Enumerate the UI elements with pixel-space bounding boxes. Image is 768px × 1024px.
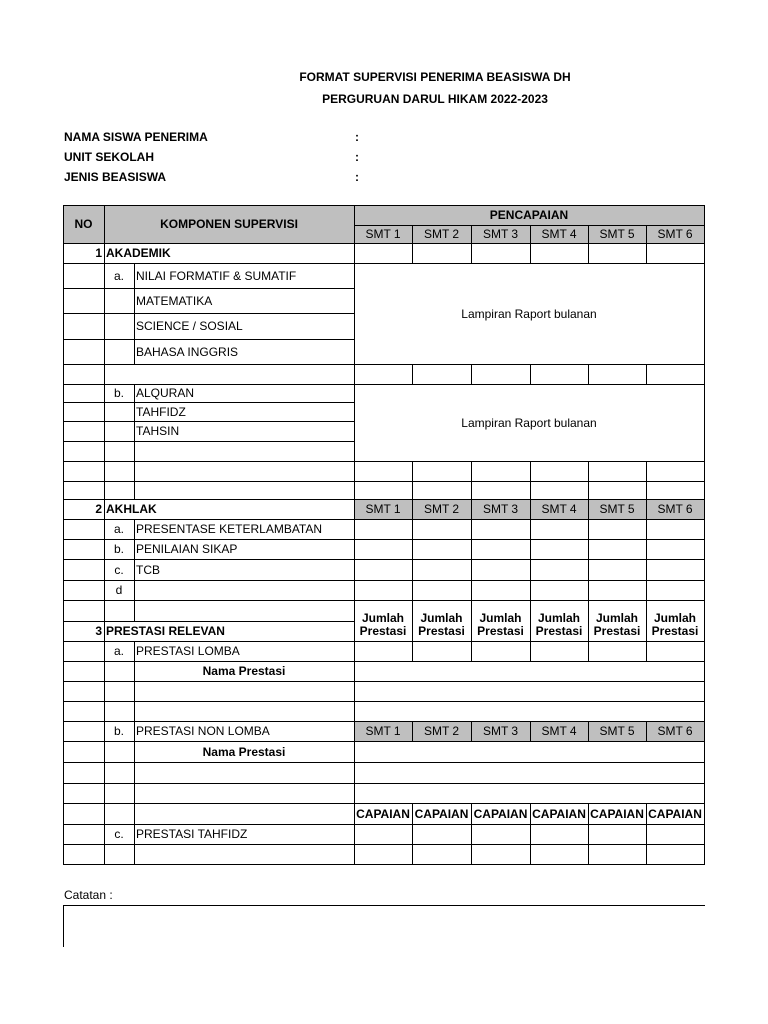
akademik-b-letter-cell[interactable] — [104, 441, 135, 462]
akhlak-item-smt-1-cell[interactable] — [354, 539, 413, 560]
akhlak-smt-5-label: SMT 5 — [599, 502, 635, 516]
akhlak-item-smt-5-cell[interactable] — [588, 539, 647, 560]
empty-smt-4-cell[interactable] — [530, 481, 589, 500]
akhlak-item-smt-5-cell[interactable] — [588, 580, 647, 601]
akhlak-item-smt-2-cell[interactable] — [412, 559, 472, 581]
notes-label: Catatan : — [64, 888, 113, 902]
spacer-smt-1-cell[interactable] — [354, 364, 413, 385]
prestasi-b-smt-6-label: SMT 6 — [657, 724, 693, 738]
empty-smt-6-cell[interactable] — [646, 481, 705, 500]
prestasi-b-smt-3-label: SMT 3 — [482, 724, 519, 738]
prestasi-b-label: PRESTASI NON LOMBA — [136, 724, 270, 738]
empty-letter-cell[interactable] — [104, 600, 135, 622]
akhlak-item-letter: d — [115, 583, 123, 597]
final-smt-4-cell[interactable] — [530, 844, 589, 865]
nama-prestasi-no-cell[interactable] — [63, 741, 105, 763]
nama-prestasi-pencapaian-cell[interactable] — [354, 783, 705, 804]
empty-smt-3-cell[interactable] — [471, 481, 531, 500]
nama-prestasi-pencapaian-cell[interactable] — [354, 741, 705, 763]
nama-prestasi-no-cell[interactable] — [63, 762, 105, 784]
notes-left-border — [63, 905, 64, 947]
prestasi-b-smt-1-label: SMT 1 — [365, 724, 401, 738]
akademik-b-no-cell[interactable] — [63, 441, 105, 462]
akademik-b-letter: b. — [113, 386, 124, 400]
akhlak-item-label: PRESENTASE KETERLAMBATAN — [136, 522, 323, 536]
akhlak-item-smt-4-cell[interactable] — [530, 559, 589, 581]
akhlak-smt-2-label: SMT 2 — [423, 502, 460, 516]
akademik-a-no-cell[interactable] — [63, 263, 105, 289]
empty-no-cell[interactable] — [63, 481, 105, 500]
akhlak-smt-4-label: SMT 4 — [541, 502, 577, 516]
akademik-smt-3-cell[interactable] — [471, 243, 531, 264]
akhlak-item-smt-6-cell[interactable] — [646, 559, 705, 581]
jumlah-prestasi-label: Prestasi — [477, 624, 524, 638]
prestasi-a-label: PRESTASI LOMBA — [136, 644, 240, 658]
akhlak-item-smt-6-cell[interactable] — [646, 539, 705, 560]
empty-smt-1-cell[interactable] — [354, 481, 413, 500]
akhlak-item-label: TCB — [136, 562, 160, 577]
nama-prestasi-letter-cell[interactable] — [104, 783, 135, 804]
akademik-b-no-cell[interactable] — [63, 384, 105, 403]
empty-smt-5-cell[interactable] — [588, 481, 647, 500]
prestasi-c-smt-1-cell[interactable] — [354, 824, 413, 845]
akademik-b-no-cell[interactable] — [63, 402, 105, 422]
nama-prestasi-letter-cell[interactable] — [104, 661, 135, 682]
akademik-no: 1 — [95, 246, 102, 260]
akhlak-item-smt-1-cell[interactable] — [354, 580, 413, 601]
prestasi-a-smt-4-cell[interactable] — [530, 641, 589, 662]
jumlah-prestasi-label: Jumlah — [420, 610, 463, 625]
akhlak-item-smt-4-cell[interactable] — [530, 539, 589, 560]
capaian-letter-cell[interactable] — [104, 803, 135, 825]
nama-prestasi-label: Nama Prestasi — [202, 664, 286, 678]
empty-smt-6-cell[interactable] — [646, 461, 705, 482]
info-label-nama-siswa: NAMA SISWA PENERIMA — [64, 130, 208, 144]
nama-prestasi-letter-cell[interactable] — [104, 681, 135, 702]
header-smt-3: SMT 3 — [482, 227, 519, 241]
akademik-a-letter-cell[interactable] — [104, 313, 135, 340]
akhlak-item-letter: c. — [114, 562, 124, 577]
akademik-a-no-cell[interactable] — [63, 339, 105, 365]
empty-smt-2-cell[interactable] — [412, 481, 472, 500]
prestasi-b-no-cell[interactable] — [63, 721, 105, 742]
header-pencapaian: PENCAPAIAN — [489, 208, 569, 222]
akhlak-item-smt-5-cell[interactable] — [588, 519, 647, 540]
akademik-a-item: SCIENCE / SOSIAL — [136, 319, 243, 333]
empty-item-cell[interactable] — [134, 481, 355, 500]
prestasi-a-letter: a. — [113, 644, 124, 658]
prestasi-a-smt-5-cell[interactable] — [588, 641, 647, 662]
capaian-no-cell[interactable] — [63, 803, 105, 825]
final-smt-6-cell[interactable] — [646, 844, 705, 865]
final-letter-cell[interactable] — [104, 844, 135, 865]
akhlak-item-label-cell[interactable] — [134, 580, 355, 601]
final-item-cell[interactable] — [134, 844, 355, 865]
info-label-unit-sekolah: UNIT SEKOLAH — [64, 150, 154, 164]
nama-prestasi-label: Nama Prestasi — [202, 744, 286, 759]
prestasi-b-smt-2-label: SMT 2 — [423, 724, 460, 738]
prestasi-a-smt-2-cell[interactable] — [412, 641, 472, 662]
akademik-smt-2-cell[interactable] — [412, 243, 472, 264]
empty-smt-2-cell[interactable] — [412, 461, 472, 482]
spacer-smt-6-cell[interactable] — [646, 364, 705, 385]
spacer-smt-2-cell[interactable] — [412, 364, 472, 385]
final-smt-1-cell[interactable] — [354, 844, 413, 865]
akademik-a-no-cell[interactable] — [63, 288, 105, 314]
prestasi-c-smt-3-cell[interactable] — [471, 824, 531, 845]
akademik-a-letter-cell[interactable] — [104, 339, 135, 365]
spacer-no-cell[interactable] — [63, 364, 105, 385]
nama-prestasi-letter-cell[interactable] — [104, 762, 135, 784]
akhlak-item-smt-6-cell[interactable] — [646, 580, 705, 601]
header-smt-6: SMT 6 — [657, 227, 693, 241]
capaian-label: CAPAIAN — [414, 806, 469, 821]
akademik-title: AKADEMIK — [106, 246, 171, 260]
nama-prestasi-no-cell[interactable] — [63, 681, 105, 702]
akhlak-smt-6-label: SMT 6 — [657, 502, 693, 516]
header-no: NO — [74, 217, 93, 231]
akademik-a-letter: a. — [113, 268, 124, 283]
akademik-b-no-cell[interactable] — [63, 421, 105, 442]
jumlah-prestasi-label: Jumlah — [595, 610, 638, 625]
akademik-smt-6-cell[interactable] — [646, 243, 705, 264]
header-smt-4: SMT 4 — [541, 227, 577, 241]
info-colon-jenis-beasiswa: : — [355, 170, 359, 184]
final-smt-3-cell[interactable] — [471, 844, 531, 865]
prestasi-c-letter: c. — [114, 827, 124, 841]
nama-prestasi-pencapaian-cell[interactable] — [354, 681, 705, 702]
akademik-a-letter-cell[interactable] — [104, 288, 135, 314]
header-smt-1: SMT 1 — [365, 227, 401, 241]
akademik-smt-5-cell[interactable] — [588, 243, 647, 264]
prestasi-a-smt-6-cell[interactable] — [646, 641, 705, 662]
prestasi-c-smt-2-cell[interactable] — [412, 824, 472, 845]
jumlah-prestasi-label: Jumlah — [361, 610, 404, 625]
jumlah-prestasi-label: Jumlah — [479, 610, 522, 625]
prestasi-c-label: PRESTASI TAHFIDZ — [136, 827, 248, 841]
final-no-cell[interactable] — [63, 844, 105, 865]
akademik-b-item: TAHFIDZ — [136, 404, 186, 419]
notes-top-border — [63, 905, 705, 906]
akhlak-item-no-cell[interactable] — [63, 559, 105, 581]
empty-item-cell[interactable] — [134, 461, 355, 482]
prestasi-a-no-cell[interactable] — [63, 641, 105, 662]
final-smt-2-cell[interactable] — [412, 844, 472, 865]
prestasi-b-smt-5-label: SMT 5 — [599, 724, 635, 738]
form-title-line1: FORMAT SUPERVISI PENERIMA BEASISWA DH — [299, 70, 571, 84]
empty-smt-3-cell[interactable] — [471, 461, 531, 482]
akhlak-item-smt-3-cell[interactable] — [471, 559, 531, 581]
prestasi-a-smt-1-cell[interactable] — [354, 641, 413, 662]
nama-prestasi-item-cell[interactable] — [134, 762, 355, 784]
header-smt-2: SMT 2 — [423, 227, 460, 241]
akademik-b-item: TAHSIN — [136, 424, 180, 438]
akhlak-item-no-cell[interactable] — [63, 580, 105, 601]
akademik-a-note: Lampiran Raport bulanan — [461, 306, 597, 321]
akhlak-item-smt-3-cell[interactable] — [471, 519, 531, 540]
prestasi-c-smt-5-cell[interactable] — [588, 824, 647, 845]
akhlak-item-smt-4-cell[interactable] — [530, 580, 589, 601]
prestasi-title: PRESTASI RELEVAN — [106, 624, 225, 638]
empty-smt-4-cell[interactable] — [530, 461, 589, 482]
capaian-label: CAPAIAN — [473, 806, 528, 821]
akademik-a-item: NILAI FORMATIF & SUMATIF — [136, 268, 297, 283]
capaian-label: CAPAIAN — [532, 806, 586, 821]
prestasi-no: 3 — [95, 624, 102, 638]
info-colon-unit-sekolah: : — [355, 150, 359, 164]
final-smt-5-cell[interactable] — [588, 844, 647, 865]
form-title-line2: PERGURUAN DARUL HIKAM 2022-2023 — [322, 92, 548, 106]
akhlak-item-label-cell[interactable] — [134, 559, 355, 581]
empty-no-cell[interactable] — [63, 600, 105, 622]
prestasi-a-smt-3-cell[interactable] — [471, 641, 531, 662]
akademik-b-note: Lampiran Raport bulanan — [461, 415, 597, 430]
akademik-b-item-cell[interactable] — [134, 441, 355, 462]
empty-smt-1-cell[interactable] — [354, 461, 413, 482]
akademik-smt-4-cell[interactable] — [530, 243, 589, 264]
nama-prestasi-no-cell[interactable] — [63, 661, 105, 682]
empty-item-cell[interactable] — [134, 600, 355, 622]
akhlak-item-no-cell[interactable] — [63, 539, 105, 560]
akhlak-item-smt-2-cell[interactable] — [412, 580, 472, 601]
nama-prestasi-item-cell[interactable] — [134, 701, 355, 722]
akhlak-item-smt-3-cell[interactable] — [471, 539, 531, 560]
info-label-jenis-beasiswa: JENIS BEASISWA — [64, 170, 167, 184]
spacer-smt-5-cell[interactable] — [588, 364, 647, 385]
empty-letter-cell[interactable] — [104, 481, 135, 500]
jumlah-prestasi-label: Prestasi — [418, 624, 465, 638]
header-komponen: KOMPONEN SUPERVISI — [160, 217, 298, 231]
akhlak-item-smt-3-cell[interactable] — [471, 580, 531, 601]
prestasi-b-smt-4-label: SMT 4 — [541, 724, 577, 738]
akademik-a-item: MATEMATIKA — [136, 293, 213, 308]
info-colon-nama-siswa: : — [355, 130, 359, 144]
akhlak-smt-3-label: SMT 3 — [482, 502, 519, 516]
akhlak-item-smt-6-cell[interactable] — [646, 519, 705, 540]
akademik-smt-1-cell[interactable] — [354, 243, 413, 264]
akhlak-item-smt-5-cell[interactable] — [588, 559, 647, 581]
akademik-b-letter-cell[interactable] — [104, 421, 135, 442]
akhlak-no: 2 — [95, 502, 102, 516]
spacer-smt-3-cell[interactable] — [471, 364, 531, 385]
akademik-a-no-cell[interactable] — [63, 313, 105, 340]
akhlak-item-smt-1-cell[interactable] — [354, 559, 413, 581]
jumlah-prestasi-label: Jumlah — [537, 610, 580, 625]
spacer-komponen-cell[interactable] — [104, 364, 355, 385]
nama-prestasi-no-cell[interactable] — [63, 783, 105, 804]
akhlak-item-smt-2-cell[interactable] — [412, 519, 472, 540]
jumlah-prestasi-label: Prestasi — [359, 624, 407, 638]
capaian-label: CAPAIAN — [590, 806, 644, 821]
capaian-label: CAPAIAN — [648, 806, 702, 821]
akademik-a-item: BAHASA INGGRIS — [136, 344, 239, 359]
akhlak-item-label: PENILAIAN SIKAP — [136, 542, 238, 556]
nama-prestasi-item-cell[interactable] — [134, 681, 355, 702]
akademik-b-letter-cell[interactable] — [104, 402, 135, 422]
akademik-b-item: ALQURAN — [136, 386, 195, 400]
akhlak-title: AKHLAK — [106, 502, 157, 516]
nama-prestasi-pencapaian-cell[interactable] — [354, 762, 705, 784]
jumlah-prestasi-label: Prestasi — [593, 624, 641, 638]
nama-prestasi-item-cell[interactable] — [134, 783, 355, 804]
akhlak-item-smt-4-cell[interactable] — [530, 519, 589, 540]
akhlak-item-smt-2-cell[interactable] — [412, 539, 472, 560]
akhlak-item-letter: b. — [113, 542, 124, 556]
nama-prestasi-letter-cell[interactable] — [104, 741, 135, 763]
nama-prestasi-pencapaian-cell[interactable] — [354, 701, 705, 722]
nama-prestasi-letter-cell[interactable] — [104, 701, 135, 722]
prestasi-b-letter: b. — [113, 724, 124, 738]
capaian-item-cell[interactable] — [134, 803, 355, 825]
capaian-label: CAPAIAN — [356, 806, 410, 821]
jumlah-prestasi-label: Jumlah — [653, 610, 696, 625]
prestasi-c-smt-4-cell[interactable] — [530, 824, 589, 845]
akhlak-item-smt-1-cell[interactable] — [354, 519, 413, 540]
empty-smt-5-cell[interactable] — [588, 461, 647, 482]
jumlah-prestasi-label: Prestasi — [651, 624, 699, 638]
empty-letter-cell[interactable] — [104, 461, 135, 482]
nama-prestasi-pencapaian-cell[interactable] — [354, 661, 705, 682]
prestasi-c-no-cell[interactable] — [63, 824, 105, 845]
jumlah-prestasi-label: Prestasi — [535, 624, 583, 638]
nama-prestasi-no-cell[interactable] — [63, 701, 105, 722]
header-smt-5: SMT 5 — [599, 227, 635, 241]
akhlak-smt-1-label: SMT 1 — [365, 502, 401, 516]
akhlak-item-no-cell[interactable] — [63, 519, 105, 540]
akhlak-item-letter: a. — [113, 522, 124, 536]
prestasi-c-smt-6-cell[interactable] — [646, 824, 705, 845]
spacer-smt-4-cell[interactable] — [530, 364, 589, 385]
empty-no-cell[interactable] — [63, 461, 105, 482]
